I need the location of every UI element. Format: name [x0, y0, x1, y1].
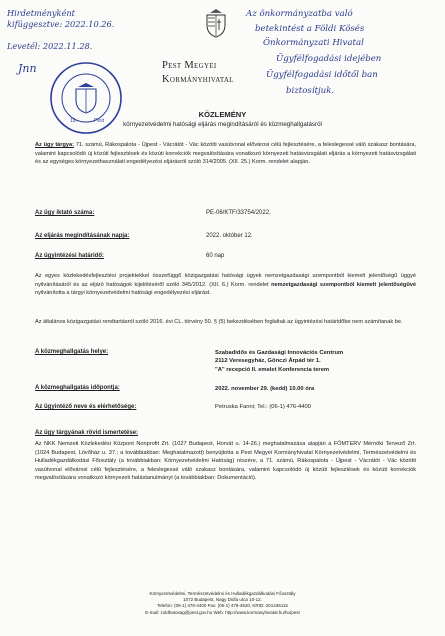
summary-paragraph: Az NKK Nemzeti Közlekedési Központ Nonprofit Zrt. (1027 Budapest, Horvát u. 14-26.) meghatalmazása alapján a FŐMTERV Mérnöki Tervező Zrt. (1024 Budapest, Lövőház u. 37.; a továbbiakban: Meghatalmazott) benyújtotta a Pest Megyei Kormányhivatal Környezetvédelmi, Természetvédelmi és Hulladékgazdálkodási Főosztály (a továbbiakban: Környezetvédelmi Hatóság) részére, a 71. számú, Rákospalota - Újpest - Vácrátót - Vác közötti vasútvonal elővárosi célú fejlesztésére, a feleslegessé váló szakasz bontására, valamint kapcsolódó új közúti fejlesztések és közúti korrekciók megvalósítására vonatkozó környezeti hatástanulmányt (a továbbiakban: Dokumentáció).: [35, 441, 416, 482]
subject-label: Az ügy tárgya:: [35, 142, 74, 148]
handwritten-note-removed-date: Levetél: 2022.11.28.: [7, 41, 93, 51]
subject-text: 71. számú, Rákospalota - Újpest - Vácrátót - Vác közötti vasútvonal elővárosi célú fejlesztésére, a feleslegessé váló szakasz bontására, valamint kapcsolódó új közúti fejlesztések és közúti korrekciók megvalósítására vonatkozó környezeti hatásvizsgálati eljárás a környezeti hatásvizsgálati és az egységes környezethasználati engedélyezési eljárásról szóló 314/2005. (XII. 25.) Korm. rendelet alapján.: [35, 142, 417, 166]
summary-label: Az ügy tárgyának rövid ismertetése:: [35, 430, 139, 436]
footer: [0, 591, 445, 616]
coat-of-arms-icon: [204, 8, 228, 38]
page-subtitle: környezetvédelmi hatósági eljárás megindításáról és közmeghallgatásról: [123, 121, 322, 128]
brand-line-1: Pest Megyei: [162, 60, 217, 71]
file-number-label: Az ügy iktató száma:: [35, 210, 95, 216]
svg-text:19.: 19.: [70, 118, 77, 124]
procedure-paragraph: Az általános közigazgatási rendtartásról szóló 2016. évi CL. törvény 50. § (5) bekezdésében foglaltak az ügyintézési határidőbe nem számítanak be.: [35, 319, 403, 325]
priority-text-2: nyilvánította a tárgyi környezetvédelmi hatósági engedélyezési eljárást.: [35, 290, 211, 297]
case-officer-value: Petruska Fanni; Tel.: (06-1) 476-4400: [215, 404, 311, 410]
footer-contact: E-mail: zoldhatosag@pest.gov.hu Web: http://www.kormanyhivatal.hu/hu/pest: [145, 609, 300, 615]
handwritten-note-right-1: Az önkormányzatba való: [246, 9, 353, 19]
hearing-location-line-3: "A" recepció II. emelet Konferencia terem: [215, 366, 330, 373]
file-number-value: PE-06/KTF/33754/2022.: [206, 210, 271, 216]
handwritten-note-posted-date: kifüggesztve: 2022.10.26.: [7, 19, 115, 29]
brand-line-2: Kormányhivatal: [162, 74, 234, 85]
svg-text:Pest: Pest: [94, 118, 105, 124]
hearing-location-line-1: Szabadidős és Gazdasági Innovációs Centrum: [215, 350, 344, 356]
handwritten-signature: Jnn: [18, 62, 37, 75]
start-date-label: Az eljárás megindításának napja:: [35, 233, 130, 239]
handwritten-note-right-5: Ügyfélfogadási időtől ban: [266, 70, 378, 80]
priority-text-bold: nemzetgazdasági szempontból kiemelt jelentőségűvé: [271, 281, 416, 288]
priority-text-1: Az egyes közlekedésfejlesztési projektekkel összefüggő közigazgatási hatósági ügyek nemzetgazdasági szempontból kiemelt jelentőségű üggyé nyilvánításáról és az eljáró hatóságok kijelöléséről szóló 345/2012. (XII. 6.) Korm. rendelet: [35, 273, 416, 288]
handwritten-note-posted: Hirdetményként: [7, 8, 75, 18]
subject-paragraph: [35, 141, 416, 167]
footer-department: Környezetvédelmi, Természetvédelmi és Hulladékgazdálkodási Főosztály: [149, 591, 296, 596]
hearing-location-label: A közmeghallgatás helye:: [35, 349, 109, 355]
hearing-time-value: 2022. november 29. (kedd) 10.00 óra: [215, 386, 315, 392]
start-date-value: 2022. október 12.: [206, 233, 253, 239]
footer-phone: Telefon: (06-1) 478-4400 Fax: (06-1) 478-4520, KRID: 201436115: [157, 603, 288, 609]
deadline-label: Az ügyintézési határidő:: [35, 253, 105, 259]
hearing-location-line-2: 2112 Veresegyház, Gönczi Árpád tér 1.: [215, 358, 321, 365]
page-title: KÖZLEMÉNY: [198, 110, 247, 119]
footer-address: 1072 Budapest, Nagy Diófa utca 10-12.: [183, 597, 262, 603]
hearing-location-value: [215, 349, 343, 374]
handwritten-note-right-2: betekintést a Földi Kösés: [255, 24, 365, 34]
hearing-time-label: A közmeghallgatás időpontja:: [35, 385, 120, 391]
handwritten-note-right-6: biztosítjuk.: [286, 86, 335, 96]
case-officer-label: Az ügyintéző neve és elérhetősége:: [35, 404, 137, 410]
handwritten-note-right-4: Ügyfélfogadási idejében: [276, 54, 382, 64]
agency-brand: [162, 60, 234, 86]
deadline-value: 60 nap: [206, 253, 225, 259]
priority-paragraph: [35, 272, 416, 298]
handwritten-note-right-3: Önkormányzati Hivatal: [263, 38, 364, 48]
